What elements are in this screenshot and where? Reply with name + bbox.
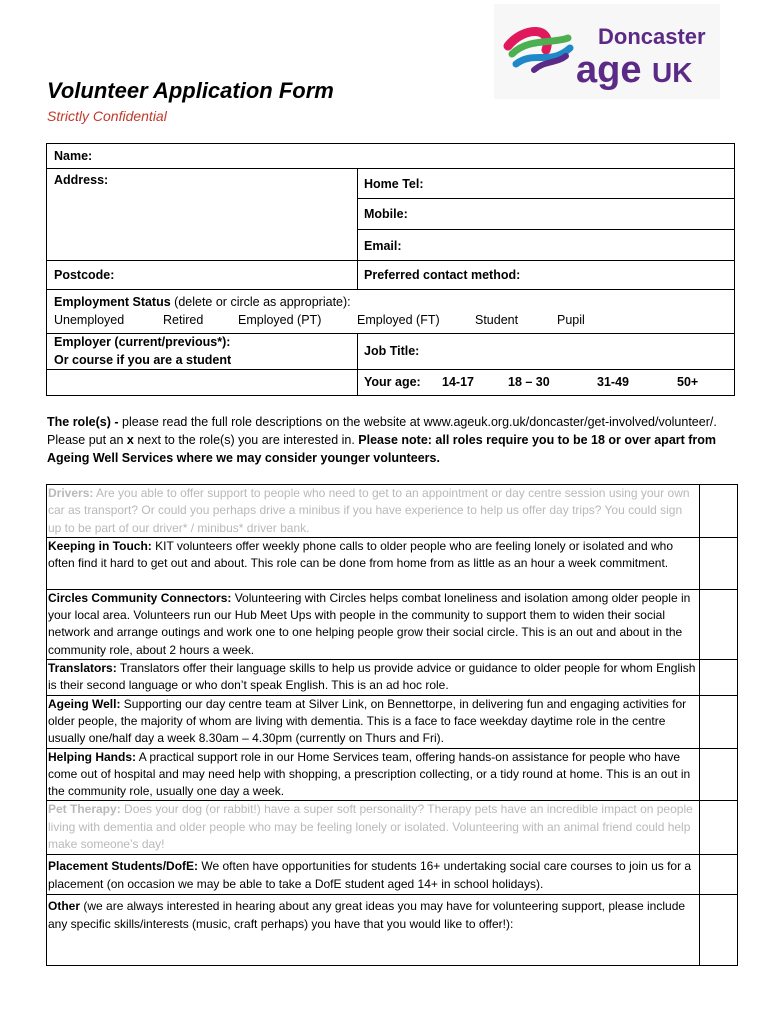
name-field[interactable]: Name: (54, 149, 93, 163)
doncaster-age-uk-logo (494, 4, 720, 99)
employer-course-label: Or course if you are a student (54, 353, 232, 367)
age-option-50-plus[interactable]: 50+ (677, 375, 699, 389)
age-option-31-49[interactable]: 31-49 (597, 375, 629, 389)
role-row-keeping-in-touch: Keeping in Touch: KIT volunteers offer weekly phone calls to older people who are feeling lonely or isolated and who often find it hard to get out and about. This role can be done from home from as little as an hour a week commitment. (47, 537, 738, 589)
role-checkbox-circles[interactable] (700, 589, 738, 659)
role-checkbox-other[interactable] (700, 895, 738, 966)
role-checkbox-translators[interactable] (700, 660, 738, 696)
mobile-field[interactable]: Mobile: (364, 207, 408, 221)
role-checkbox-drivers[interactable] (700, 485, 738, 538)
employment-option-pupil[interactable]: Pupil (557, 313, 585, 327)
employment-option-employed-ft[interactable]: Employed (FT) (357, 313, 440, 327)
employment-option-student[interactable]: Student (475, 313, 519, 327)
logo-age-text: age (576, 49, 642, 91)
role-checkbox-placement-students[interactable] (700, 855, 738, 895)
role-row-other: Other (we are always interested in hearing about any great ideas you may have for volunteering support, please include any specific skills/interests (music, craft perhaps) you have that you would like to offer!): (47, 895, 738, 966)
role-row-ageing-well: Ageing Well: Supporting our day centre team at Silver Link, on Bennettorpe, in delivering fun and engaging activities for older people, the majority of whom are living with dementia. This is a face to face weekday daytime role in the centre usually one/half day a week 8.30am – 4.30pm (currently on Thurs and Fri). (47, 695, 738, 748)
role-row-drivers: Drivers: Are you able to offer support to people who need to get to an appointment or day centre session using your own car as transport? Or could you perhaps drive a minibus if you have experience to help us offer day trips? You could sign up to be part of our driver* / minibus* driver bank. (47, 485, 738, 538)
role-row-pet-therapy: Pet Therapy: Does your dog (or rabbit!) have a super soft personality? Therapy pets have an incredible impact on people living with dementia and older people who may be feeling lonely or isolated. Volunteering with an animal friend could help make someone’s day! (47, 801, 738, 855)
logo-uk-text: UK (652, 57, 693, 88)
home-tel-field[interactable]: Home Tel: (364, 177, 424, 191)
age-option-18-30[interactable]: 18 – 30 (508, 375, 550, 389)
role-row-translators: Translators: Translators offer their language skills to help us provide advice or guidance to older people for whom English is their second language or who don’t speak English. This is an ad hoc role. (47, 660, 738, 696)
role-checkbox-keeping-in-touch[interactable] (700, 537, 738, 589)
role-row-placement-students: Placement Students/DofE: We often have opportunities for students 16+ undertaking social care courses to join us for a placement (on occasion we may be able to take a DofE student aged 14+ in school holidays). (47, 855, 738, 895)
employment-option-employed-pt[interactable]: Employed (PT) (238, 313, 322, 327)
your-age-label: Your age: (364, 375, 421, 389)
form-title: Volunteer Application Form (47, 78, 334, 103)
role-checkbox-ageing-well[interactable] (700, 695, 738, 748)
role-row-helping-hands: Helping Hands: A practical support role in our Home Services team, offering hands-on assistance for people who have come out of hospital and may need help with shopping, a prescription collecting, or a tidy round at home. This is an out in the community role, usually one day a week. (47, 748, 738, 801)
employment-status-label: Employment Status (delete or circle as appropriate): (54, 295, 351, 309)
address-field[interactable]: Address: (54, 173, 109, 187)
age-option-14-17[interactable]: 14-17 (442, 375, 474, 389)
preferred-contact-field[interactable]: Preferred contact method: (364, 268, 521, 282)
email-field[interactable]: Email: (364, 239, 402, 253)
job-title-field[interactable]: Job Title: (364, 344, 420, 358)
roles-intro: The role(s) - please read the full role descriptions on the website at www.ageuk.org.uk/doncaster/get-involved/volunteer/. Please put an x next to the role(s) you are interested in. Please note: all roles require you to be 18 or over apart from Ageing Well Services where we may consider younger volunteers. (47, 415, 717, 465)
role-checkbox-pet-therapy[interactable] (700, 801, 738, 855)
employer-field[interactable]: Employer (current/previous*): (54, 335, 231, 349)
form-subtitle: Strictly Confidential (47, 108, 167, 124)
employment-option-unemployed[interactable]: Unemployed (54, 313, 125, 327)
logo-doncaster-text: Doncaster (598, 24, 706, 49)
role-checkbox-helping-hands[interactable] (700, 748, 738, 801)
role-row-circles: Circles Community Connectors: Volunteering with Circles helps combat loneliness and isolation among older people in your local area. Volunteers run our Hub Meet Ups with people in the community to support them to widen their social network and arrange outings and work one to one helping people grow their social circle. This is an out and about in the community role, about 2 hours a week. (47, 589, 738, 659)
roles-table (46, 484, 738, 966)
postcode-field[interactable]: Postcode: (54, 268, 115, 282)
employment-option-retired[interactable]: Retired (163, 313, 204, 327)
